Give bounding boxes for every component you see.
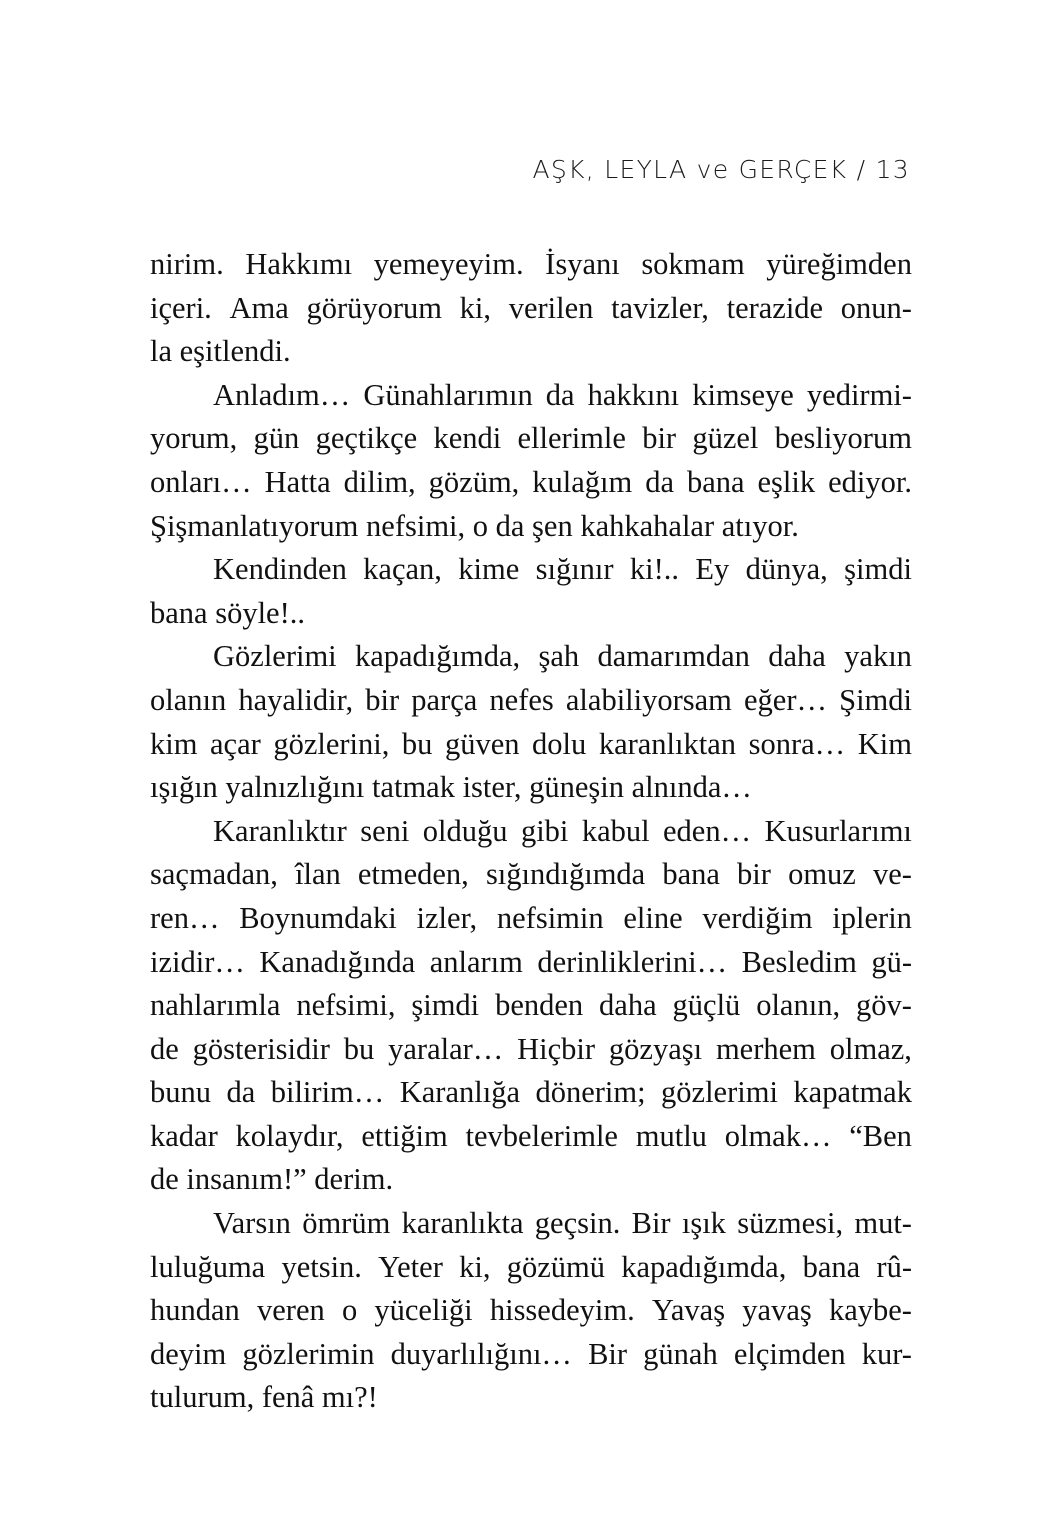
text-line: olanın hayalidir, bir parça nefes alabiliyorsam eğer… Şimdi	[150, 682, 912, 717]
paragraph	[150, 810, 912, 1202]
text-line: onları… Hatta dilim, gözüm, kulağım da bana eşlik ediyor.	[150, 464, 912, 499]
text-line: Kendinden kaçan, kime sığınır ki!.. Ey dünya, şimdi	[213, 552, 912, 587]
text-line: bana söyle!..	[150, 595, 305, 630]
text-line: saçmadan, îlan etmeden, sığındığımda bana bir omuz ve-	[150, 857, 912, 892]
paragraph	[150, 635, 912, 809]
body-text	[150, 243, 912, 1420]
text-line: Varsın ömrüm karanlıkta geçsin. Bir ışık süzmesi, mut-	[213, 1206, 912, 1241]
text-line: içeri. Ama görüyorum ki, verilen tavizler, terazide onun-	[150, 290, 912, 325]
paragraph	[150, 243, 912, 374]
text-line: ren… Boynumdaki izler, nefsimin eline verdiğim iplerin	[150, 900, 912, 935]
text-line: kadar kolaydır, ettiğim tevbelerimle mutlu olmak… “Ben	[150, 1118, 912, 1153]
text-line: de gösterisidir bu yaralar… Hiçbir gözyaşı merhem olmaz,	[150, 1031, 912, 1066]
text-line: deyim gözlerimin duyarlılığını… Bir günah elçimden kur-	[150, 1336, 912, 1371]
text-line: Anladım… Günahlarımın da hakkını kimseye yedirmi-	[213, 377, 912, 412]
paragraph	[150, 374, 912, 548]
text-line: Gözlerimi kapadığımda, şah damarımdan daha yakın	[213, 639, 912, 674]
text-line: kim açar gözlerini, bu güven dolu karanlıktan sonra… Kim	[150, 726, 912, 761]
paragraph	[150, 548, 912, 635]
running-head: AŞK, LEYLA ve GERÇEK / 13	[532, 155, 910, 184]
text-line: tulurum, fenâ mı?!	[150, 1380, 378, 1415]
text-line: ışığın yalnızlığını tatmak ister, güneşin alnında…	[150, 770, 752, 805]
text-line: nahlarımla nefsimi, şimdi benden daha güçlü olanın, göv-	[150, 988, 912, 1023]
text-line: la eşitlendi.	[150, 334, 291, 369]
paragraph	[150, 1202, 912, 1420]
text-line: Şişmanlatıyorum nefsimi, o da şen kahkahalar atıyor.	[150, 508, 799, 543]
text-line: hundan veren o yüceliği hissedeyim. Yavaş yavaş kaybe-	[150, 1293, 912, 1328]
text-line: luluğuma yetsin. Yeter ki, gözümü kapadığımda, bana rû-	[150, 1249, 912, 1284]
text-line: izidir… Kanadığında anlarım derinliklerini… Besledim gü-	[150, 944, 912, 979]
text-line: de insanım!” derim.	[150, 1162, 394, 1197]
text-line: Karanlıktır seni olduğu gibi kabul eden… Kusurlarımı	[213, 813, 912, 848]
text-line: yorum, gün geçtikçe kendi ellerimle bir güzel besliyorum	[150, 421, 912, 456]
text-line: nirim. Hakkımı yemeyeyim. İsyanı sokmam yüreğimden	[150, 247, 912, 281]
text-line: bunu da bilirim… Karanlığa dönerim; gözlerimi kapatmak	[150, 1075, 912, 1110]
